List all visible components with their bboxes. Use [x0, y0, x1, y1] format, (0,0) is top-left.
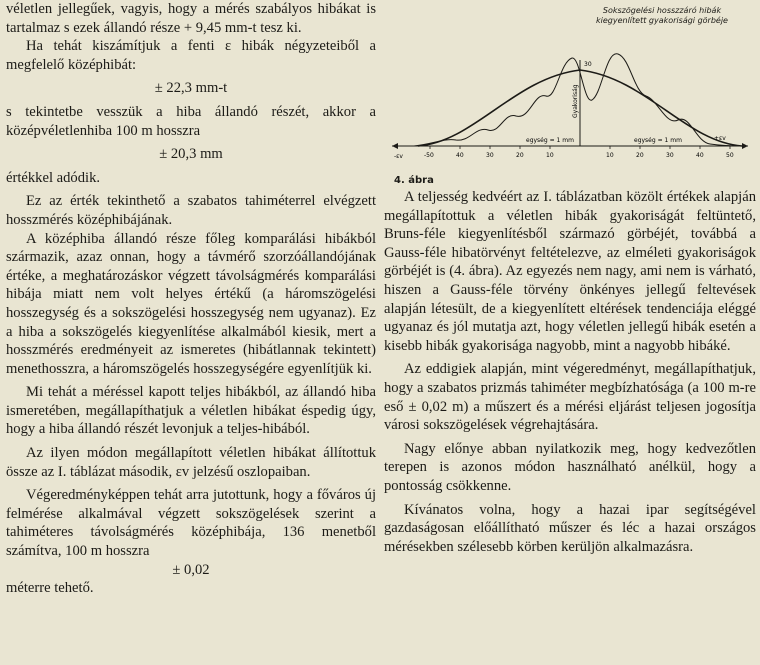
tick-label: 40: [696, 152, 704, 159]
paragraph: Az eddigiek alapján, mint végeredményt, megállapíthatjuk, hogy a szabatos prizmás tahiméter megbízhatósága (a 100 m-re eső ± 0,02 m) a műszert és a mérési eljárást teljesen jogosítja városi sokszögelések végrehajtására.: [384, 361, 756, 434]
paragraph: A középhiba állandó része főleg komparálási hibákból származik, azaz onnan, hogy a távmérő szorzóállandójának értéke, a meghatározáskor végzett távolságmérés komparálási hibája miatt nem volt helyes értékű (a háromszögelési hosszegység és a sokszögelési hosszegység nem ugyanaz). Ez a hiba a sokszögelés kiegyenlítése alkalmából kiesik, mert a hosszmérés eredményeit az ismeretes (hibátlannak tekintett) menethosszra, a háromszögelés hosszegységére egyenlítjük ki.: [6, 230, 376, 377]
paragraph: Nagy előnye abban nyilatkozik meg, hogy kedvezőtlen terepen is azonos módon használható anélkül, hogy a pontosság csökkenne.: [384, 440, 756, 494]
tick-label: 20: [516, 152, 524, 159]
paragraph: Végeredményképpen tehát arra jutottunk, hogy a főváros új felmérése alkalmával végzett sokszögelések szerint a tahiméteres távolságmérés középhibája, 136 menetből számítva, 100 m hosszra: [6, 487, 376, 560]
paragraph: véletlen jellegűek, vagyis, hogy a mérés szabályos hibákat is tartalmaz s ezek állandó része + 9,45 mm-t tesz ki.: [6, 1, 376, 36]
tick-label: 10: [606, 152, 614, 159]
paragraph: méterre tehető.: [6, 580, 94, 597]
equation: ± 22,3 mm-t: [154, 80, 228, 97]
unit-label-left: egység = 1 mm: [526, 137, 574, 144]
vertical-axis-label: Gyakoriság: [572, 84, 579, 118]
tick-label: 20: [636, 152, 644, 159]
equation: ± 0,02: [172, 561, 210, 578]
frequency-figure: [384, 0, 756, 186]
paragraph: értékkel adódik.: [6, 169, 101, 186]
arrow-left-icon: [392, 143, 398, 149]
figure-caption: 4. ábra: [394, 175, 434, 186]
tick-label: 40: [456, 152, 464, 159]
equation: ± 20,3 mm: [159, 146, 223, 163]
tick-label: 30: [486, 152, 494, 159]
paragraph: Ha tehát kiszámítjuk a fenti ε hibák négyzeteiből a megfelelő középhibát:: [6, 38, 376, 73]
bruns-curve: [414, 54, 744, 146]
tick-label: 50: [726, 152, 734, 159]
unit-label-right: egység = 1 mm: [634, 137, 682, 144]
paragraph: Ez az érték tekinthető a szabatos tahiméterrel elvégzett hosszmérés középhibájának.: [6, 193, 376, 228]
paragraph: Kívánatos volna, hogy a hazai ipar segítségével gazdaságosan előállítható műszer és léc a hazai országos mérésekben szélesebb körben kerüljön alkalmazásra.: [384, 501, 756, 555]
tick-label: 30: [666, 152, 674, 159]
figure-title: Sokszögelési hosszzáró hibák kiegyenlített gyakorisági görbéje: [596, 6, 728, 25]
paragraph: Az ilyen módon megállapított véletlen hibákat állítottuk össze az I. táblázat második, εv jelzésű oszlopaiban.: [6, 445, 376, 480]
paragraph: s tekintetbe vesszük a hiba állandó részét, akkor a középvéletlenhiba 100 m hosszra: [6, 103, 376, 139]
right-column: [384, 0, 756, 556]
paragraph: A teljesség kedvéért az I. táblázatban közölt értékek alapján megállapítottuk a véletlen hibák gyakoriságát feltüntető, Bruns-féle kiegyenlítésből származó görbéjét, továbbá a Gauss-féle hibatörvényt feltételezve, az elméleti gyakoriságok görbéjét is (4. ábra). Az egyezés nem nagy, ami nem is várható, hiszen a Gauss-féle törvény önkényes jellegű feltevések alapján létesült, de a kiegyenlített eltérések tendenciája eléggé ugyanaz és jól mutatja azt, hogy véletlen jellegű hibák esetén a kisebb hibák gyakorisága nagyobb, mint a nagyobb hibáké.: [384, 189, 756, 354]
tick-label: 10: [546, 152, 554, 159]
axis-right-label: +εv: [714, 135, 726, 142]
y-value-label: 30: [584, 61, 592, 68]
paragraph: Mi tehát a méréssel kapott teljes hibákból, az állandó hiba ismeretében, megállapíthatjuk a véletlen hibákat éspedig úgy, hogy a hiba állandó részét levonjuk a teljes-hibából.: [6, 384, 376, 438]
tick-label: -50: [424, 152, 434, 159]
axis-left-label: -εv: [394, 153, 403, 160]
left-column: [6, 0, 376, 598]
